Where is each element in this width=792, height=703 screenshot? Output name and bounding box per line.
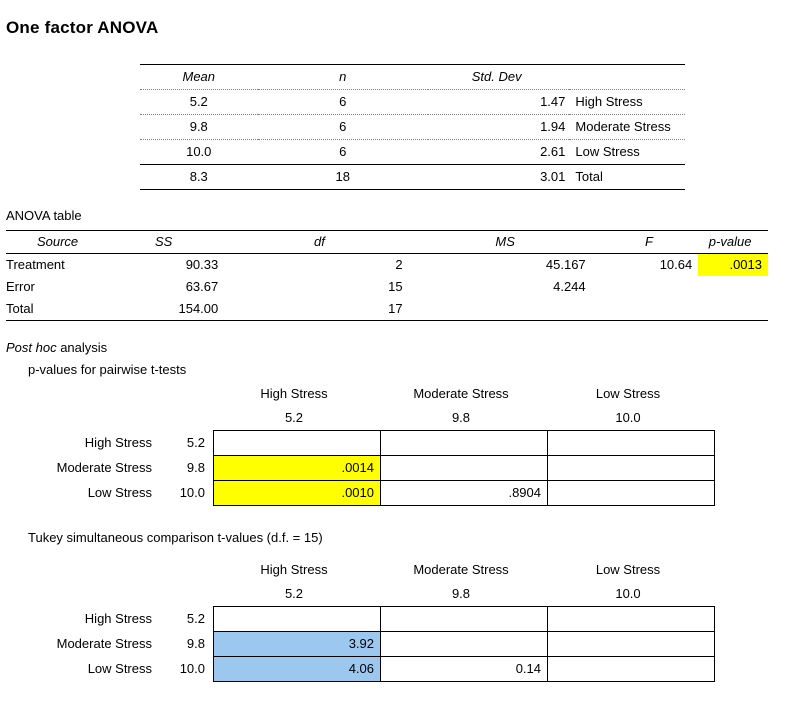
post-hoc-subtitle: p-values for pairwise t-tests [28,362,187,377]
table-row-total [6,298,768,321]
table-row [6,254,768,277]
header-std-dev: Std. Dev [428,65,569,90]
row-mean: 5.2 [186,435,205,450]
anova-table-caption: ANOVA table [6,208,82,223]
header-group-high-stress: High Stress [260,386,328,401]
cell-mean: 10.0 [140,140,258,165]
table-row [140,115,685,140]
matrix-header-groups [22,382,715,406]
header-group-low-stress: Low Stress [595,562,661,577]
cell-f [606,298,699,321]
cell-source: Total [6,298,109,321]
cell-sd: 2.61 [428,140,569,165]
row-label: Moderate Stress [56,636,152,651]
tukey-title: Tukey simultaneous comparison t-values (d.f. = 15) [28,530,323,545]
row-label: Low Stress [87,661,152,676]
header-mean-high-stress: 5.2 [284,410,304,425]
header-group-low-stress: Low Stress [595,386,661,401]
cell-ms: 4.244 [553,279,586,294]
matrix-cell [381,607,548,632]
cell-mean: 9.8 [140,115,258,140]
matrix-header-groups [22,558,715,582]
row-label: Moderate Stress [56,460,152,475]
page-title: One factor ANOVA [6,18,159,37]
post-hoc-title-rest: analysis [56,340,108,355]
row-label: High Stress [84,611,152,626]
row-label: Low Stress [87,485,152,500]
header-f: F [606,231,699,254]
cell-ss: 90.33 [185,257,219,272]
cell-group-label: High Stress [569,90,685,115]
header-source: Source [6,231,109,254]
table-row-total [140,165,685,190]
matrix-row [22,431,715,456]
cell-f: 10.64 [659,257,693,272]
cell-sd: 1.94 [428,115,569,140]
matrix-cell [548,481,715,506]
header-ss: SS [109,231,236,254]
descriptive-stats-table [140,64,685,190]
header-mean: Mean [140,65,258,90]
header-mean-high-stress: 5.2 [284,586,304,601]
matrix-row [22,481,715,506]
matrix-cell [214,431,381,456]
post-hoc-title [6,340,107,355]
post-hoc-title-italic: Post hoc [6,340,57,355]
cell-source: Treatment [6,257,65,272]
cell-ms [425,298,606,321]
matrix-cell [381,456,548,481]
row-label: High Stress [84,435,152,450]
matrix-cell: 0.14 [381,657,548,682]
header-group [569,65,685,90]
matrix-header-means [22,582,715,607]
cell-n: 18 [258,165,428,190]
matrix-cell [214,607,381,632]
matrix-cell: 3.92 [214,632,381,657]
cell-df: 17 [236,298,424,321]
cell-n: 6 [258,140,428,165]
table-row [140,90,685,115]
header-mean-moderate-stress: 9.8 [451,410,471,425]
row-mean: 10.0 [179,485,205,500]
cell-group-label: Moderate Stress [569,115,685,140]
cell-ss: 63.67 [185,279,219,294]
pairwise-pvalue-matrix [22,382,715,506]
matrix-row [22,456,715,481]
cell-group-label: Low Stress [569,140,685,165]
header-n: n [258,65,428,90]
table-row [6,276,768,298]
cell-mean: 8.3 [140,165,258,190]
table-header-row [6,231,768,254]
matrix-cell [548,431,715,456]
cell-sd: 3.01 [428,165,569,190]
table-header-row [140,65,685,90]
header-group-high-stress: High Stress [260,562,328,577]
header-p-value: p-value [698,231,768,254]
tukey-tvalue-matrix [22,558,715,682]
cell-sd: 1.47 [428,90,569,115]
matrix-cell [381,431,548,456]
cell-p-value: .0013 [698,254,768,277]
row-mean: 9.8 [186,460,205,475]
matrix-cell [381,632,548,657]
header-df: df [236,231,424,254]
cell-p-value [698,298,768,321]
matrix-header-means [22,406,715,431]
cell-f [606,276,699,298]
cell-mean: 5.2 [140,90,258,115]
matrix-cell: 4.06 [214,657,381,682]
matrix-cell [548,632,715,657]
header-mean-low-stress: 10.0 [615,410,641,425]
matrix-cell [548,657,715,682]
cell-source: Error [6,279,35,294]
row-mean: 9.8 [186,636,205,651]
cell-ms: 45.167 [545,257,586,272]
matrix-cell: .0014 [214,456,381,481]
matrix-row [22,632,715,657]
cell-df: 15 [388,279,403,294]
row-mean: 10.0 [179,661,205,676]
matrix-cell [548,456,715,481]
header-mean-moderate-stress: 9.8 [451,586,471,601]
cell-group-label: Total [569,165,685,190]
cell-df: 2 [395,257,403,272]
matrix-cell [548,607,715,632]
cell-p-value [698,276,768,298]
header-group-moderate-stress: Moderate Stress [413,562,509,577]
cell-n: 6 [258,90,428,115]
anova-table [6,230,768,321]
row-mean: 5.2 [186,611,205,626]
matrix-cell: .8904 [381,481,548,506]
table-row [140,140,685,165]
header-ms: MS [425,231,606,254]
cell-ss: 154.00 [109,298,236,321]
matrix-row [22,607,715,632]
matrix-row [22,657,715,682]
header-group-moderate-stress: Moderate Stress [413,386,509,401]
header-mean-low-stress: 10.0 [615,586,641,601]
cell-n: 6 [258,115,428,140]
matrix-cell: .0010 [214,481,381,506]
